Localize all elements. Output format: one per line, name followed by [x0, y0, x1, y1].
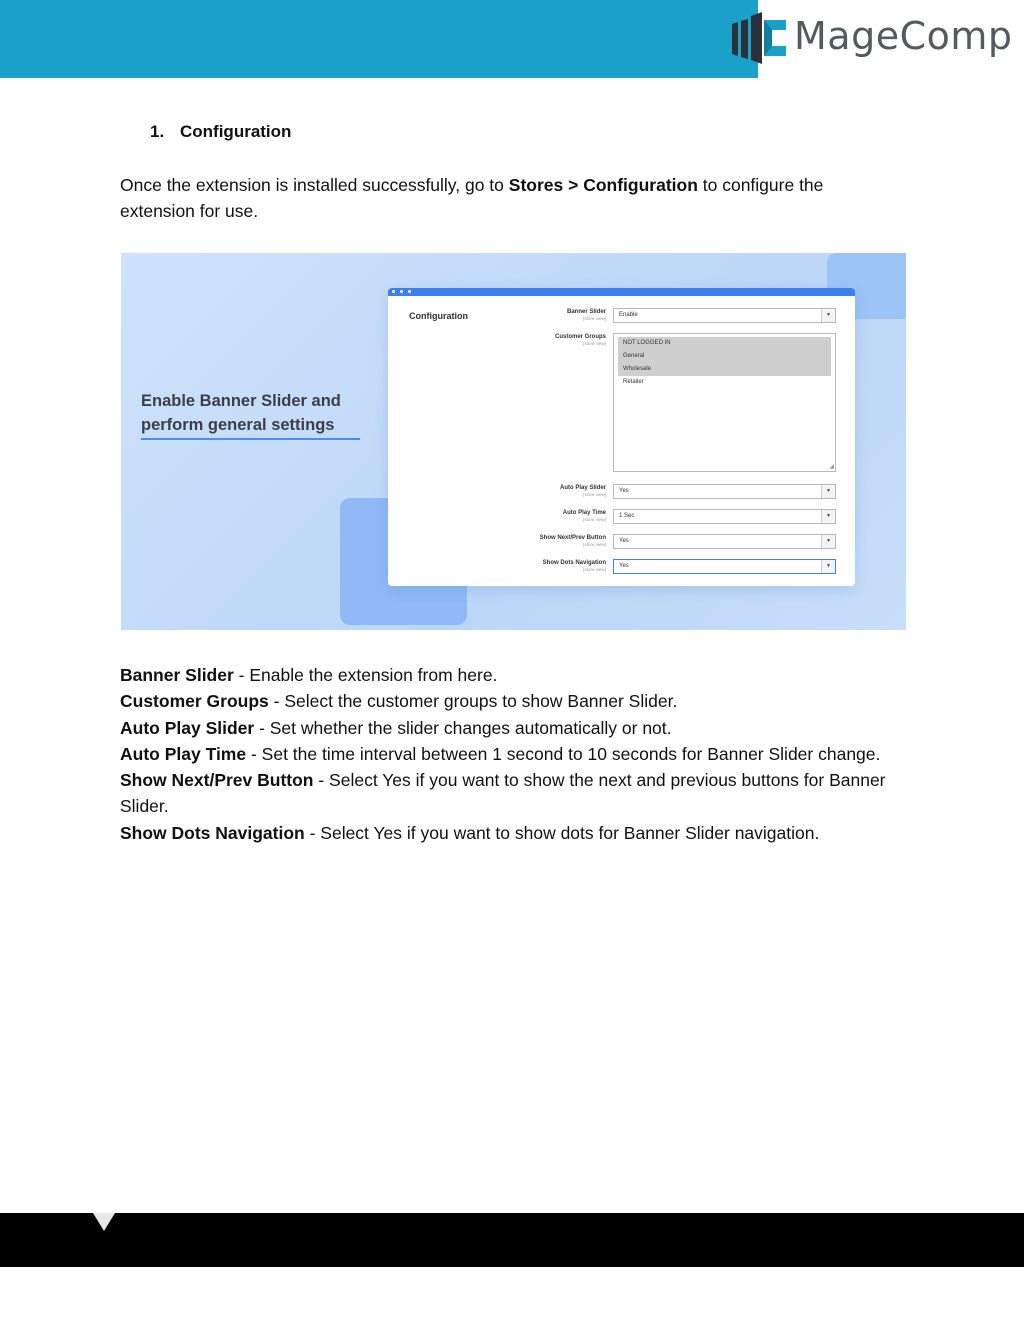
intro-paragraph: [120, 172, 880, 224]
field-descriptions: [120, 662, 900, 846]
configuration-screenshot: [121, 253, 906, 630]
intro-text-after: to configure the extension for use.: [120, 175, 824, 221]
description-item: Show Next/Prev Button - Select Yes if you want to show the next and previous buttons for Banner Slider.: [120, 770, 886, 817]
customer-group-option[interactable]: General: [618, 350, 831, 363]
show-next-prev-label: Show Next/Prev Button [store view]: [539, 535, 606, 547]
description-item: Show Dots Navigation - Select Yes if you want to show dots for Banner Slider navigation.: [120, 822, 820, 843]
description-item: Customer Groups - Select the customer groups to show Banner Slider.: [120, 691, 678, 712]
customer-group-option[interactable]: Wholesale: [618, 363, 831, 376]
banner-slider-label: Banner Slider [store view]: [566, 309, 606, 321]
intro-text-before: Once the extension is installed successfully, go to: [120, 175, 509, 195]
brand-name: MageComp: [794, 14, 1013, 58]
auto-play-time-select[interactable]: 1 Sec ▼: [613, 509, 836, 524]
show-next-prev-select[interactable]: Yes ▼: [613, 534, 836, 549]
auto-play-slider-select[interactable]: Yes ▼: [613, 484, 836, 499]
customer-group-option[interactable]: Retailer: [623, 379, 644, 385]
window-dots-icon: [392, 290, 411, 293]
section-heading: [150, 122, 291, 142]
page-footer: [0, 1213, 1024, 1267]
window-titlebar: [388, 288, 855, 296]
description-item: Auto Play Time - Set the time interval between 1 second to 10 seconds for Banner Slider change.: [120, 743, 881, 764]
dropdown-arrow-icon: ▼: [821, 309, 835, 322]
section-title: Configuration: [180, 122, 292, 141]
figure-caption-line: Enable Banner Slider and: [141, 392, 341, 410]
show-dots-label: Show Dots Navigation [store view]: [542, 560, 606, 572]
footer-marker-icon: [93, 1213, 115, 1231]
auto-play-slider-label: Auto Play Slider [store view]: [559, 485, 606, 497]
customer-groups-label: Customer Groups [store view]: [554, 334, 606, 346]
dropdown-arrow-icon: ▼: [821, 485, 835, 498]
dropdown-arrow-icon: ▼: [821, 560, 835, 573]
customer-group-option[interactable]: NOT LOGGED IN: [618, 337, 831, 350]
intro-path: Stores > Configuration: [508, 175, 698, 195]
description-item: Auto Play Slider - Set whether the slider changes automatically or not.: [120, 717, 672, 738]
auto-play-time-label: Auto Play Time [store view]: [562, 510, 606, 522]
figure-caption: [141, 389, 341, 437]
show-dots-select[interactable]: Yes ▼: [613, 559, 836, 574]
section-number: 1.: [150, 122, 165, 141]
magecomp-logo-icon: [728, 10, 788, 66]
config-window: [388, 288, 855, 586]
config-panel-title: Configuration: [409, 311, 468, 321]
figure-caption-line: perform general settings: [141, 416, 335, 434]
caption-underline: [141, 438, 360, 440]
description-item: Banner Slider - Enable the extension from here.: [120, 665, 498, 685]
dropdown-arrow-icon: ▼: [821, 510, 835, 523]
resize-grip-icon[interactable]: ◢: [829, 464, 834, 470]
customer-groups-multiselect[interactable]: [613, 333, 836, 472]
banner-slider-select[interactable]: Enable ▼: [613, 308, 836, 323]
dropdown-arrow-icon: ▼: [821, 535, 835, 548]
